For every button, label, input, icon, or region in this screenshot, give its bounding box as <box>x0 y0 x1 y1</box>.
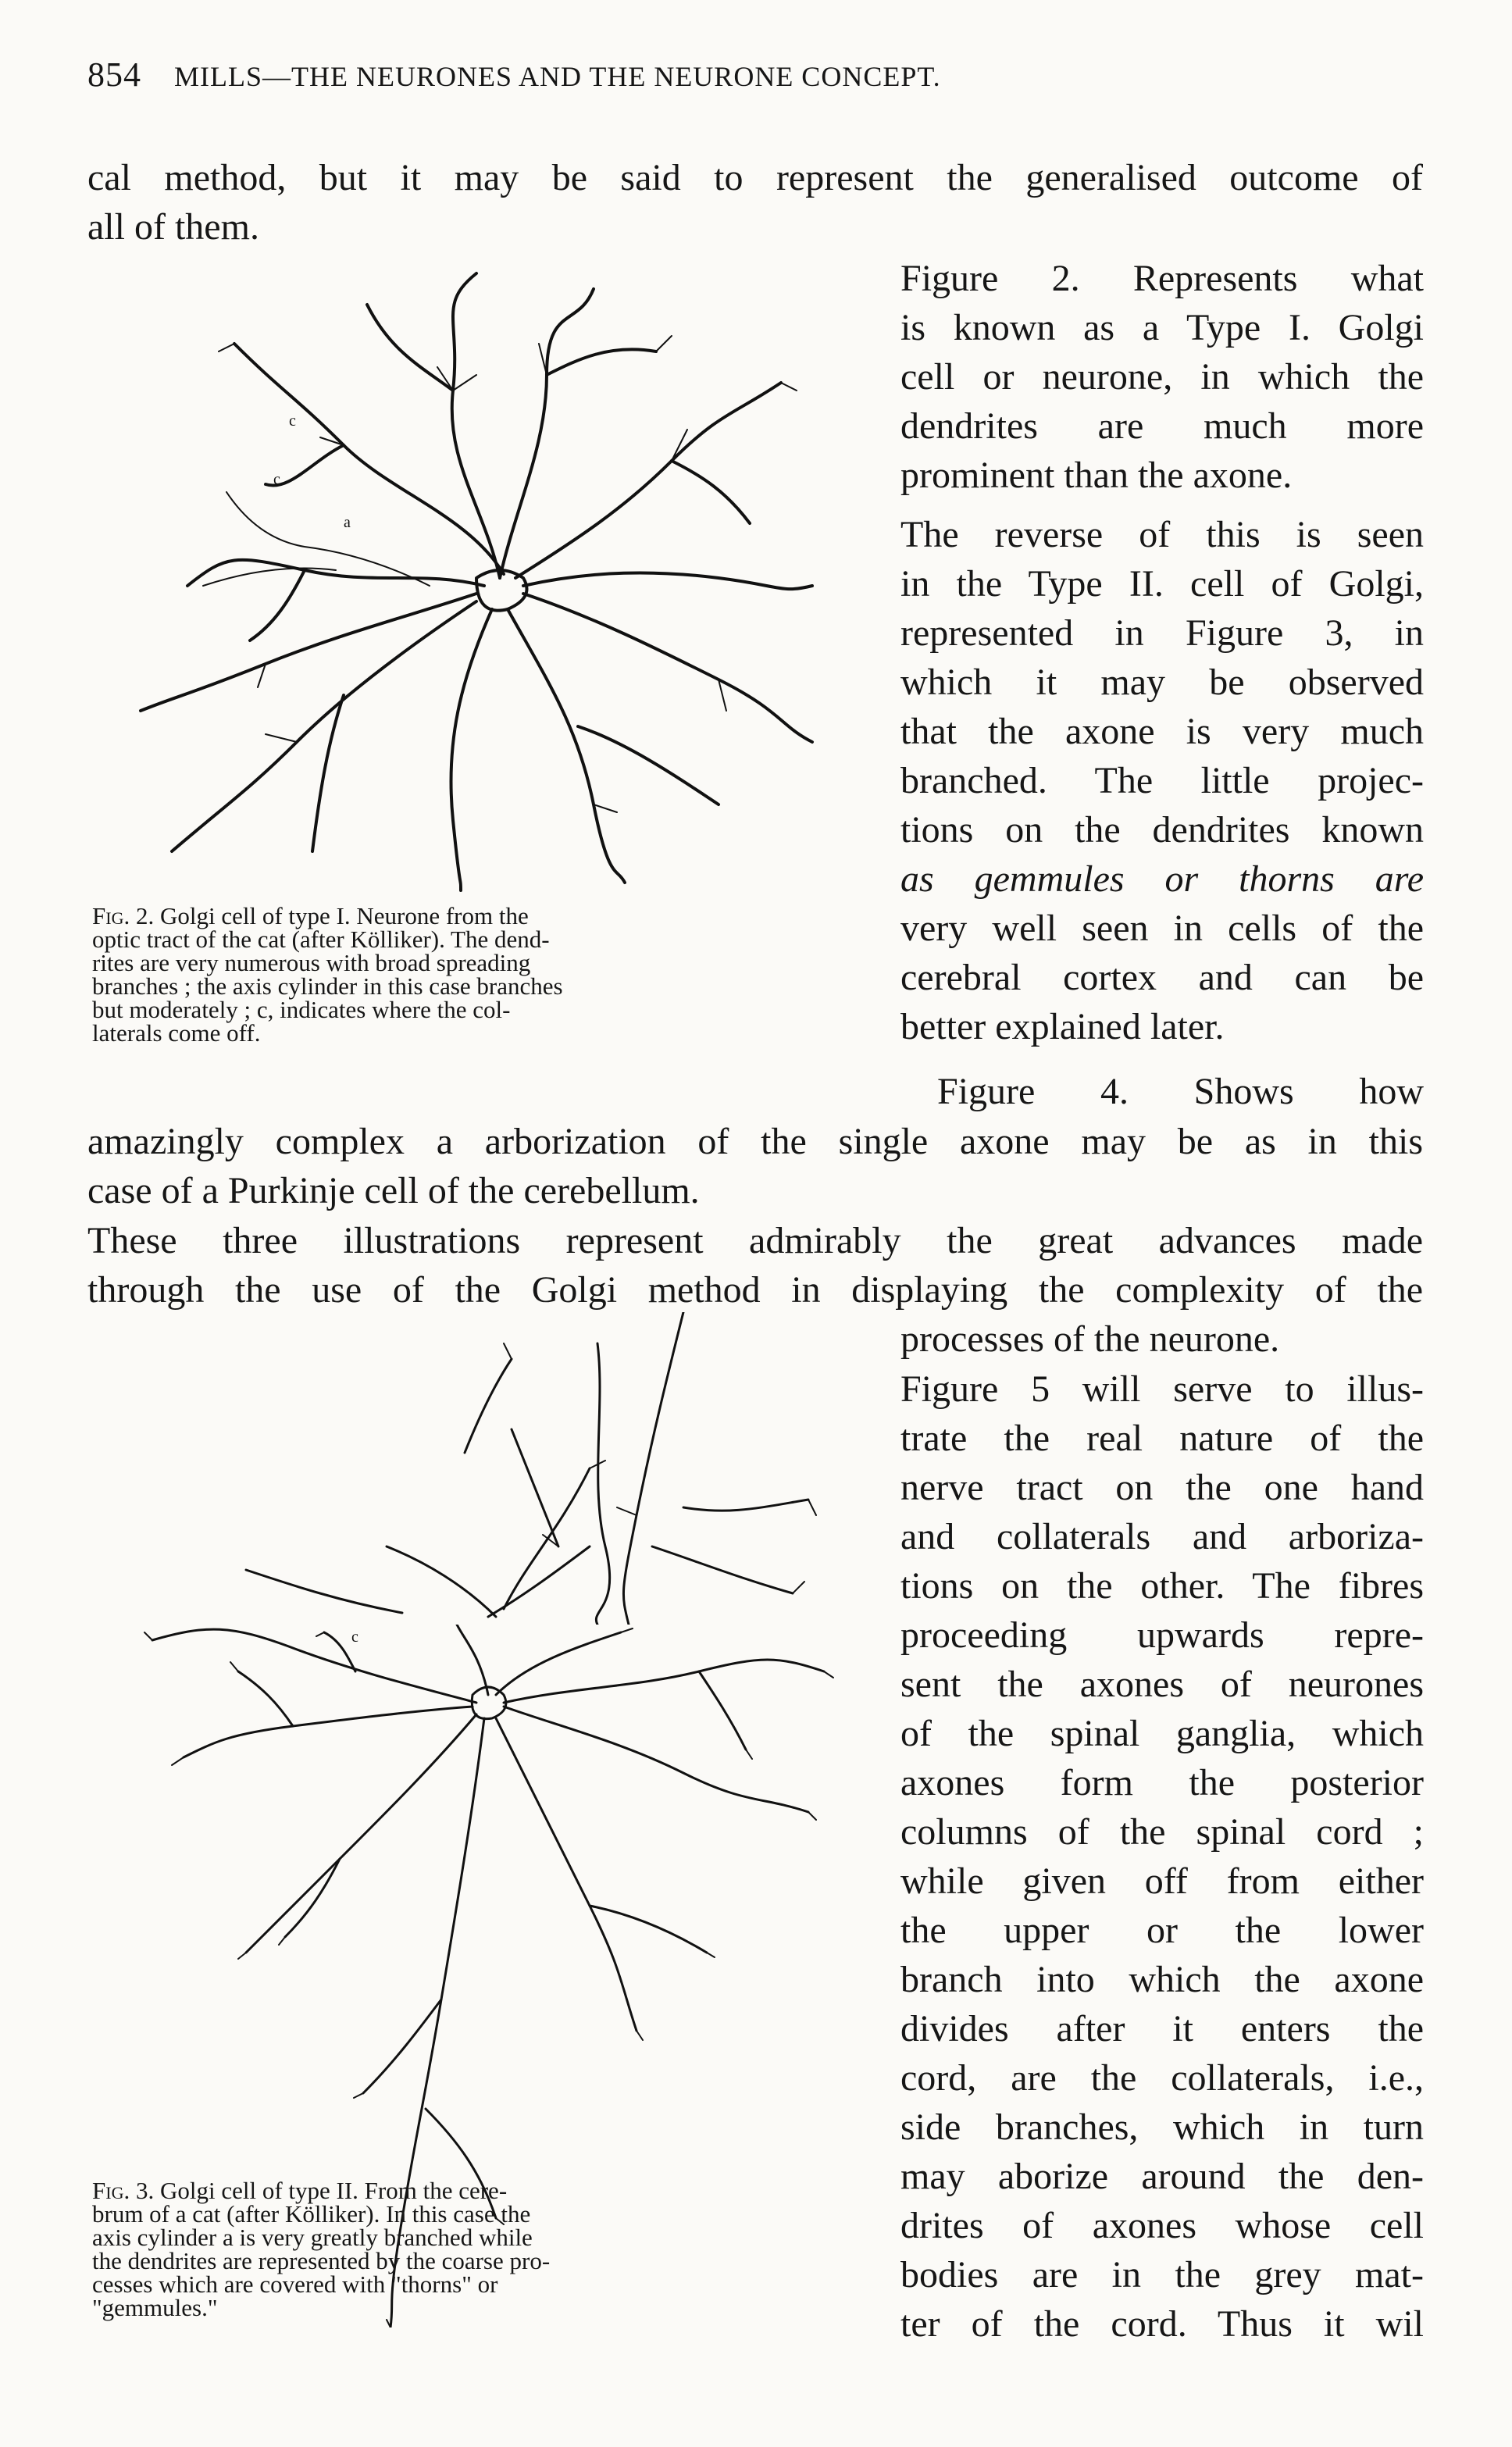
caption-line: brum of a cat (after Kölliker). In this case the <box>92 2200 531 2228</box>
text-line: dendrites are much more <box>900 405 1424 447</box>
caption-line: rites are very numerous with broad spreading <box>92 949 531 976</box>
text-line: and collaterals and arboriza- <box>900 1516 1424 1557</box>
caption-line: optic tract of the cat (after Kölliker). The dend- <box>92 926 550 953</box>
figure-3-neurone-drawing <box>90 1312 863 1625</box>
text-line: the upper or the lower <box>900 1910 1424 1951</box>
paragraph-purkinje <box>87 1117 1423 1215</box>
text-line: amazingly complex a arborization of the single axone may be as in this <box>87 1121 1423 1162</box>
text-line: of the spinal ganglia, which <box>900 1713 1424 1754</box>
caption-line: Golgi cell of type I. Neurone from the <box>159 902 529 929</box>
text-line: while given off from either <box>900 1860 1424 1902</box>
fig2-label-a: a <box>344 514 351 531</box>
text-line: bodies are in the grey mat- <box>900 2254 1424 2295</box>
text-line: The reverse of this is seen <box>900 514 1424 555</box>
text-line: prominent than the axone. <box>900 455 1293 496</box>
text-line: tions on the other. The fibres <box>900 1565 1424 1607</box>
fig2-label-c1: c <box>289 412 296 430</box>
text-line: may aborize around the den- <box>900 2156 1424 2197</box>
text-line: nerve tract on the one hand <box>900 1467 1424 1508</box>
text-line: columns of the spinal cord ; <box>900 1811 1424 1853</box>
caption-line: the dendrites are represented by the coarse pro- <box>92 2247 551 2274</box>
text-line: which it may be observed <box>900 662 1424 703</box>
text-line: cell or neurone, in which the <box>900 356 1424 398</box>
caption-line: branches ; the axis cylinder in this case branches <box>92 972 563 1000</box>
text-line: is known as a Type I. Golgi <box>900 307 1424 348</box>
figure-2-caption <box>92 904 865 1045</box>
paragraph-figure-2 <box>900 254 1424 500</box>
caption-line: Golgi cell of type II. From the cere- <box>159 2177 508 2204</box>
text-line: cal method, but it may be said to represent the generalised outcome of <box>87 157 1423 198</box>
text-line: drites of axones whose cell <box>900 2205 1424 2246</box>
running-title: MILLS—THE NEURONES AND THE NEURONE CONCEPT. <box>174 61 941 92</box>
text-line: proceeding upwards repre- <box>900 1614 1424 1656</box>
text-line: as gemmules or thorns are <box>900 858 1424 900</box>
paragraph-type-ii <box>900 510 1424 1051</box>
text-line: These three illustrations represent admirably the great advances made <box>87 1220 1423 1261</box>
text-line: side branches, which in turn <box>900 2106 1424 2148</box>
text-line: that the axone is very much <box>900 711 1424 752</box>
text-line: trate the real nature of the <box>900 1418 1424 1459</box>
text-line: all of them. <box>87 206 259 248</box>
text-line: through the use of the Golgi method in displaying the complexity of the <box>87 1269 1423 1311</box>
line-processes <box>900 1314 1424 1364</box>
caption-line: but moderately ; c, indicates where the col- <box>92 996 511 1023</box>
text-line: axones form the posterior <box>900 1762 1424 1803</box>
text-line: Figure 4. Shows how <box>937 1071 1424 1112</box>
text-line: cord, are the collaterals, i.e., <box>900 2057 1424 2099</box>
text-line: tions on the dendrites known <box>900 809 1424 851</box>
text-line: case of a Purkinje cell of the cerebellum. <box>87 1170 700 1211</box>
caption-label: Fig. 2. <box>92 902 155 929</box>
caption-label: Fig. 3. <box>92 2177 155 2204</box>
page-number: 854 <box>87 55 141 94</box>
caption-line: cesses which are covered with "thorns" or <box>92 2270 498 2298</box>
paragraph-illustrations <box>87 1216 1423 1314</box>
fig2-label-c2: c <box>273 471 280 488</box>
caption-line: axis cylinder a is very greatly branched while <box>92 2224 533 2251</box>
running-header <box>87 55 1431 95</box>
fig3-label-c: c <box>351 1628 358 1646</box>
text-line: represented in Figure 3, in <box>900 612 1424 654</box>
text-line: divides after it enters the <box>900 2008 1424 2049</box>
caption-line: "gemmules." <box>92 2294 218 2321</box>
text-line: branch into which the axone <box>900 1959 1424 2000</box>
text-line: very well seen in cells of the <box>900 908 1424 949</box>
figure-2-neurone-drawing <box>109 258 859 898</box>
text-line: Figure 5 will serve to illus- <box>900 1368 1424 1410</box>
paragraph-top <box>87 153 1423 251</box>
text-line: ter of the cord. Thus it wil <box>900 2303 1424 2345</box>
text-line: branched. The little projec- <box>900 760 1424 801</box>
paragraph-figure-5 <box>900 1364 1424 2349</box>
figure-3-caption <box>92 2179 865 2320</box>
caption-line: laterals come off. <box>92 1019 261 1047</box>
text-line: Figure 2. Represents what <box>900 258 1424 299</box>
text-line: processes of the neurone. <box>900 1318 1280 1360</box>
text-line: sent the axones of neurones <box>900 1664 1424 1705</box>
text-line: in the Type II. cell of Golgi, <box>900 563 1424 605</box>
text-line: cerebral cortex and can be <box>900 957 1424 998</box>
line-figure-4 <box>937 1067 1424 1116</box>
text-line: better explained later. <box>900 1006 1225 1047</box>
